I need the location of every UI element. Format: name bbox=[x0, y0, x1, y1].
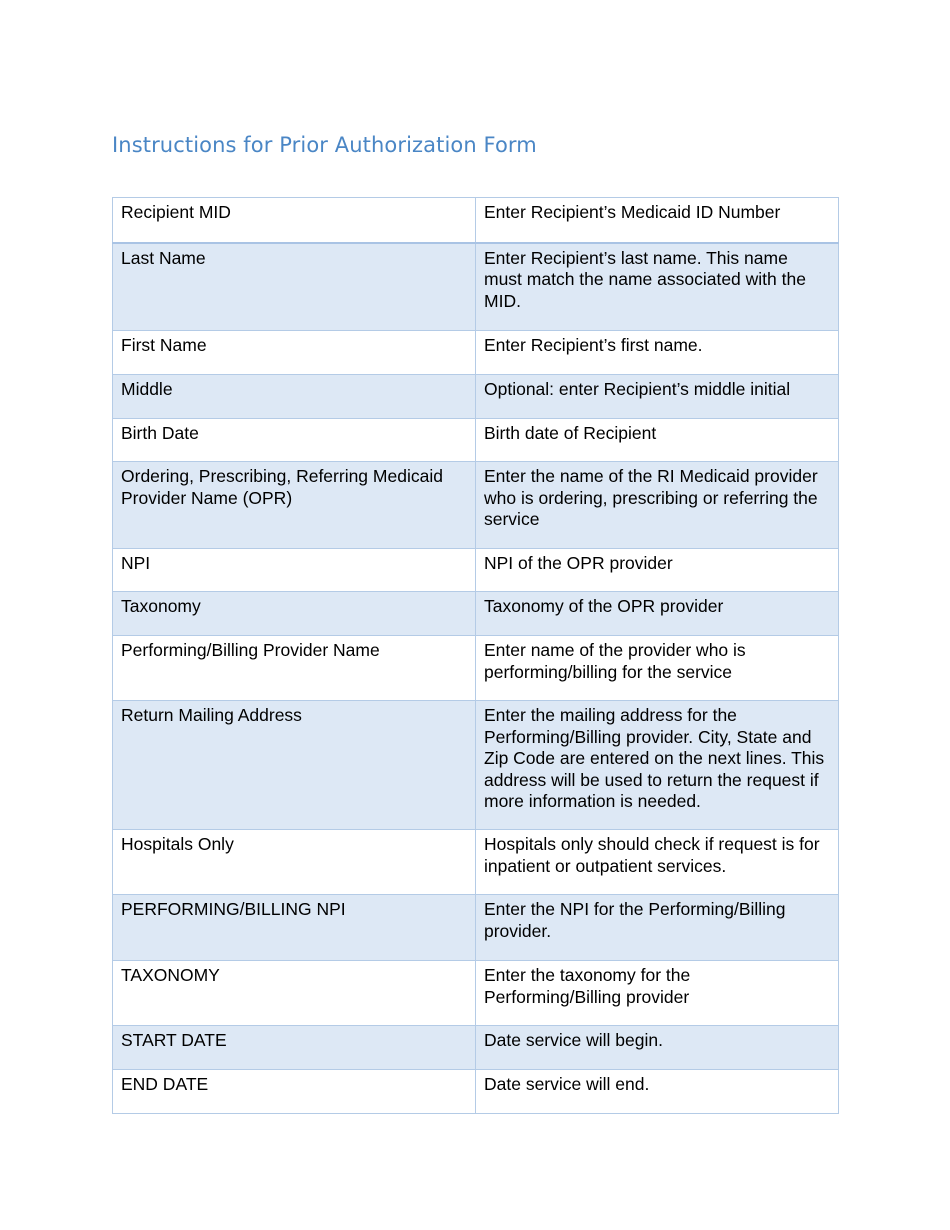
instruction-cell: Enter Recipient’s first name. bbox=[476, 331, 839, 375]
instruction-cell: Optional: enter Recipient’s middle initial bbox=[476, 375, 839, 419]
instruction-cell: Hospitals only should check if request is for inpatient or outpatient services. bbox=[476, 830, 839, 895]
field-name-cell: Taxonomy bbox=[113, 592, 476, 636]
field-name-cell: PERFORMING/BILLING NPI bbox=[113, 895, 476, 961]
field-name-cell: Ordering, Prescribing, Referring Medicaid Provider Name (OPR) bbox=[113, 462, 476, 549]
instruction-cell: Enter the NPI for the Performing/Billing provider. bbox=[476, 895, 839, 961]
table-row bbox=[113, 198, 839, 243]
field-name-cell: START DATE bbox=[113, 1026, 476, 1070]
instruction-cell: Enter the name of the RI Medicaid provider who is ordering, prescribing or referring the service bbox=[476, 462, 839, 549]
instructions-table bbox=[112, 197, 839, 1114]
field-name-cell: NPI bbox=[113, 549, 476, 592]
field-name-cell: Birth Date bbox=[113, 419, 476, 462]
table-row bbox=[113, 701, 839, 830]
table-row bbox=[113, 830, 839, 895]
table-row bbox=[113, 1026, 839, 1070]
instruction-cell: Enter Recipient’s last name. This name must match the name associated with the MID. bbox=[476, 243, 839, 331]
instruction-cell: Enter the taxonomy for the Performing/Billing provider bbox=[476, 961, 839, 1026]
instruction-cell: Date service will end. bbox=[476, 1070, 839, 1114]
field-name-cell: Recipient MID bbox=[113, 198, 476, 243]
table-row bbox=[113, 636, 839, 701]
table-row bbox=[113, 549, 839, 592]
field-name-cell: TAXONOMY bbox=[113, 961, 476, 1026]
table-row bbox=[113, 592, 839, 636]
instruction-cell: Enter Recipient’s Medicaid ID Number bbox=[476, 198, 839, 243]
instruction-cell: NPI of the OPR provider bbox=[476, 549, 839, 592]
field-name-cell: First Name bbox=[113, 331, 476, 375]
field-name-cell: Last Name bbox=[113, 243, 476, 331]
field-name-cell: Middle bbox=[113, 375, 476, 419]
field-name-cell: END DATE bbox=[113, 1070, 476, 1114]
table-row bbox=[113, 419, 839, 462]
table-row bbox=[113, 1070, 839, 1114]
table-row bbox=[113, 331, 839, 375]
table-row bbox=[113, 243, 839, 331]
table-row bbox=[113, 375, 839, 419]
instruction-cell: Date service will begin. bbox=[476, 1026, 839, 1070]
instruction-cell: Birth date of Recipient bbox=[476, 419, 839, 462]
field-name-cell: Performing/Billing Provider Name bbox=[113, 636, 476, 701]
field-name-cell: Return Mailing Address bbox=[113, 701, 476, 830]
instruction-cell: Enter the mailing address for the Performing/Billing provider. City, State and Zip Code are entered on the next lines. This address will be used to return the request if more information is needed. bbox=[476, 701, 839, 830]
table-row bbox=[113, 462, 839, 549]
instruction-cell: Taxonomy of the OPR provider bbox=[476, 592, 839, 636]
table-row bbox=[113, 895, 839, 961]
field-name-cell: Hospitals Only bbox=[113, 830, 476, 895]
instruction-cell: Enter name of the provider who is performing/billing for the service bbox=[476, 636, 839, 701]
page-title: Instructions for Prior Authorization Form bbox=[112, 133, 537, 157]
table-row bbox=[113, 961, 839, 1026]
